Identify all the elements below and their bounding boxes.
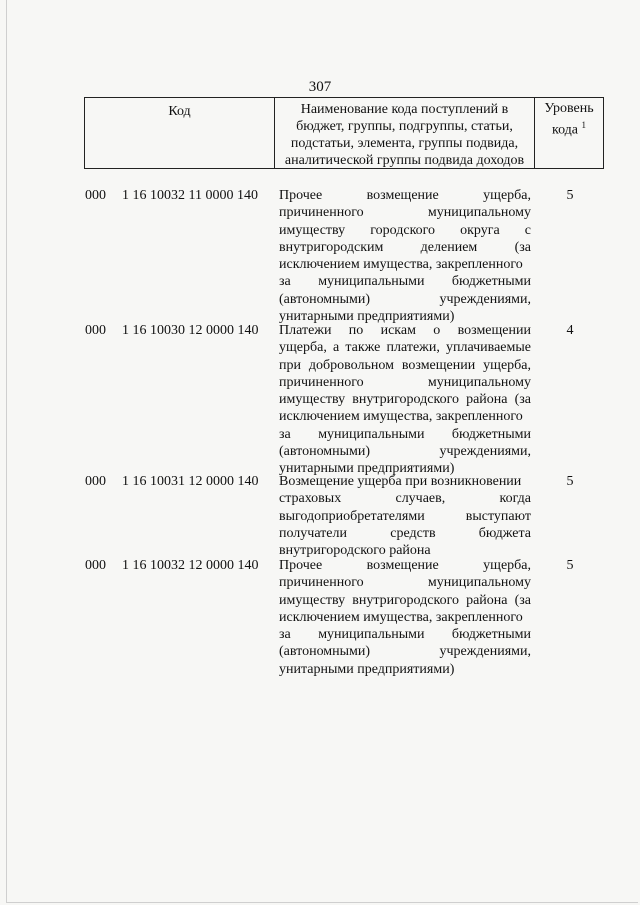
admin-code: 000 bbox=[85, 188, 106, 203]
description-line: исключением имущества, закрепленного bbox=[279, 609, 523, 625]
revenue-code: 1 16 10032 12 0000 140 bbox=[122, 558, 259, 573]
header-name-line: подстатьи, элемента, группы подвида, bbox=[290, 136, 519, 151]
header-name-line: Наименование кода поступлений в bbox=[300, 102, 509, 117]
description-line: за муниципальными бюджетными bbox=[279, 274, 531, 290]
header-level-line-2 bbox=[535, 117, 603, 139]
revenue-description bbox=[279, 473, 531, 559]
code-level: 5 bbox=[566, 188, 574, 203]
description-line: при добровольном возмещении ущерба, bbox=[279, 357, 531, 373]
description-line: причиненного муниципальному bbox=[279, 374, 531, 390]
header-name-line: бюджет, группы, подгруппы, статьи, bbox=[296, 119, 513, 134]
description-line: (автономными) учреждениями, bbox=[279, 644, 531, 660]
description-line: ущерба, а также платежи, уплачиваемые bbox=[279, 340, 531, 356]
revenue-description bbox=[279, 322, 531, 478]
description-line: за муниципальными бюджетными bbox=[279, 426, 531, 442]
description-line: унитарными предприятиями) bbox=[279, 661, 455, 677]
description-line: страховых случаев, когда bbox=[279, 491, 531, 507]
description-line: Прочее возмещение ущерба, bbox=[279, 188, 531, 203]
admin-code: 000 bbox=[85, 323, 106, 338]
description-line: (автономными) учреждениями, bbox=[279, 291, 531, 307]
description-line: Платежи по искам о возмещении bbox=[279, 323, 531, 338]
description-line: исключением имущества, закрепленного bbox=[279, 409, 523, 425]
description-line: внутригородского района bbox=[279, 543, 431, 559]
revenue-code: 1 16 10032 11 0000 140 bbox=[122, 188, 258, 203]
description-line: имуществу внутригородского района (за bbox=[279, 592, 531, 608]
revenue-code: 1 16 10030 12 0000 140 bbox=[122, 323, 259, 338]
description-line: Прочее возмещение ущерба, bbox=[279, 558, 531, 573]
code-level: 5 bbox=[566, 474, 574, 489]
description-line: внутригородским делением (за bbox=[279, 239, 531, 255]
revenue-description bbox=[279, 187, 531, 325]
header-code: Код bbox=[168, 104, 191, 119]
code-level: 5 bbox=[566, 558, 574, 573]
description-line: за муниципальными бюджетными bbox=[279, 627, 531, 643]
revenue-code: 1 16 10031 12 0000 140 bbox=[122, 474, 259, 489]
description-line: выгодоприобретателями выступают bbox=[279, 508, 531, 524]
description-line: причиненного муниципальному bbox=[279, 205, 531, 221]
header-level-line: Уровень bbox=[544, 101, 594, 116]
description-line: имуществу внутригородского района (за bbox=[279, 392, 531, 408]
header-name-line: аналитической группы подвида доходов bbox=[284, 153, 525, 168]
description-line: (автономными) учреждениями, bbox=[279, 444, 531, 460]
header-name bbox=[274, 98, 534, 168]
description-line: получатели средств бюджета bbox=[279, 525, 531, 541]
description-line: причиненного муниципальному bbox=[279, 575, 531, 591]
page-number: 307 bbox=[308, 79, 332, 95]
header-level-text: кода bbox=[551, 122, 579, 138]
description-line: унитарными предприятиями) bbox=[279, 461, 455, 477]
code-level: 4 bbox=[566, 323, 574, 338]
table-header bbox=[84, 97, 604, 169]
header-level bbox=[534, 98, 603, 168]
description-line: исключением имущества, закрепленного bbox=[279, 257, 523, 273]
description-line: имуществу городского округа с bbox=[279, 222, 531, 238]
description-line: унитарными предприятиями) bbox=[279, 309, 455, 325]
description-line: Возмещение ущерба при возникновении bbox=[279, 474, 522, 489]
footnote-marker: 1 bbox=[581, 120, 587, 130]
admin-code: 000 bbox=[85, 474, 106, 489]
admin-code: 000 bbox=[85, 558, 106, 573]
revenue-description bbox=[279, 557, 531, 678]
